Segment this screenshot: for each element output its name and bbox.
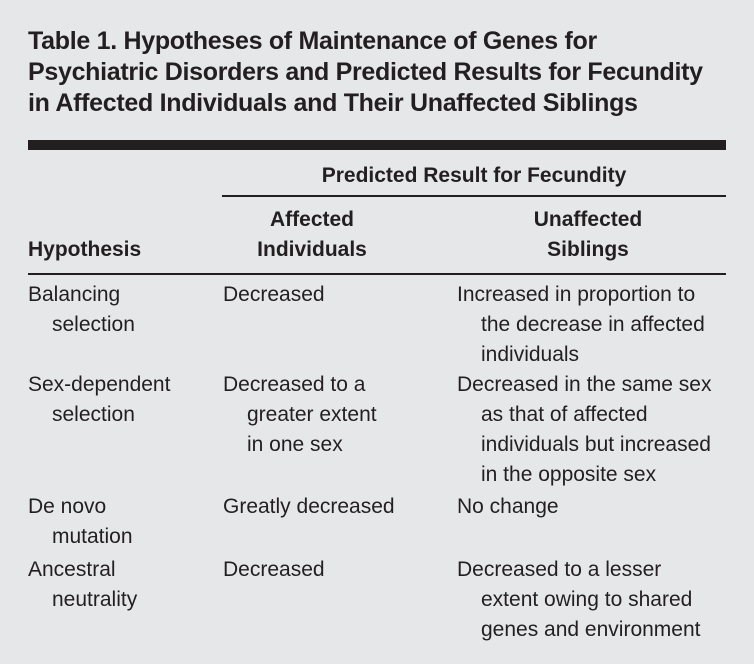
cell-line: Greatly decreased [223, 495, 395, 518]
row-de-novo-mutation-affected [223, 492, 395, 522]
cell-line: Sex-dependent [28, 373, 171, 396]
row-sex-dependent-selection-hypothesis [28, 370, 170, 430]
header-line: Individuals [257, 238, 367, 261]
table-top-rule [28, 140, 726, 150]
cell-line: genes and environment [481, 618, 701, 641]
cell-line: the decrease in affected [481, 313, 705, 336]
cell-line: greater extent [247, 403, 377, 426]
row-balancing-selection-hypothesis [28, 280, 135, 340]
cell-line: neutrality [52, 588, 138, 611]
header-line: Siblings [547, 238, 629, 261]
cell-line: No change [457, 495, 559, 518]
cell-line: extent owing to shared [481, 588, 693, 611]
row-sex-dependent-selection-affected [223, 370, 377, 460]
cell-line: as that of affected [481, 403, 648, 426]
row-de-novo-mutation-hypothesis [28, 492, 133, 552]
table-title [28, 26, 728, 119]
cell-line: selection [52, 403, 135, 426]
row-sex-dependent-selection-unaffected [457, 370, 711, 490]
table-title-line: in Affected Individuals and Their Unaffected Siblings [28, 89, 638, 117]
cell-line: in the opposite sex [481, 463, 657, 486]
row-balancing-selection-affected [223, 280, 325, 310]
header-bottom-rule [28, 273, 726, 275]
header-spanner-rule [222, 195, 726, 197]
table-title-line: Table 1. Hypotheses of Maintenance of Genes for [28, 27, 597, 55]
cell-line: Decreased to a lesser [457, 558, 662, 581]
header-line: Unaffected [533, 208, 643, 231]
row-de-novo-mutation-unaffected [457, 492, 559, 522]
cell-line: in one sex [247, 433, 343, 456]
cell-line: individuals [481, 343, 580, 366]
row-balancing-selection-unaffected [457, 280, 705, 370]
header-hypothesis: Hypothesis [28, 238, 142, 261]
cell-line: Decreased in the same sex [457, 373, 712, 396]
cell-line: Decreased to a [223, 373, 366, 396]
header-line: Affected [269, 208, 354, 231]
header-affected-individuals [222, 205, 402, 265]
row-ancestral-neutrality-hypothesis [28, 555, 137, 615]
table-title-line: Psychiatric Disorders and Predicted Results for Fecundity [28, 58, 703, 86]
cell-line: Balancing [28, 283, 121, 306]
cell-line: Decreased [223, 558, 325, 581]
cell-line: De novo [28, 495, 107, 518]
cell-line: Increased in proportion to [457, 283, 696, 306]
header-spanner-predicted-result: Predicted Result for Fecundity [321, 164, 627, 187]
header-unaffected-siblings [450, 205, 726, 265]
row-ancestral-neutrality-unaffected [457, 555, 701, 645]
row-ancestral-neutrality-affected [223, 555, 325, 585]
cell-line: selection [52, 313, 135, 336]
cell-line: Ancestral [28, 558, 116, 581]
cell-line: mutation [52, 525, 133, 548]
cell-line: individuals but increased [481, 433, 711, 456]
cell-line: Decreased [223, 283, 325, 306]
